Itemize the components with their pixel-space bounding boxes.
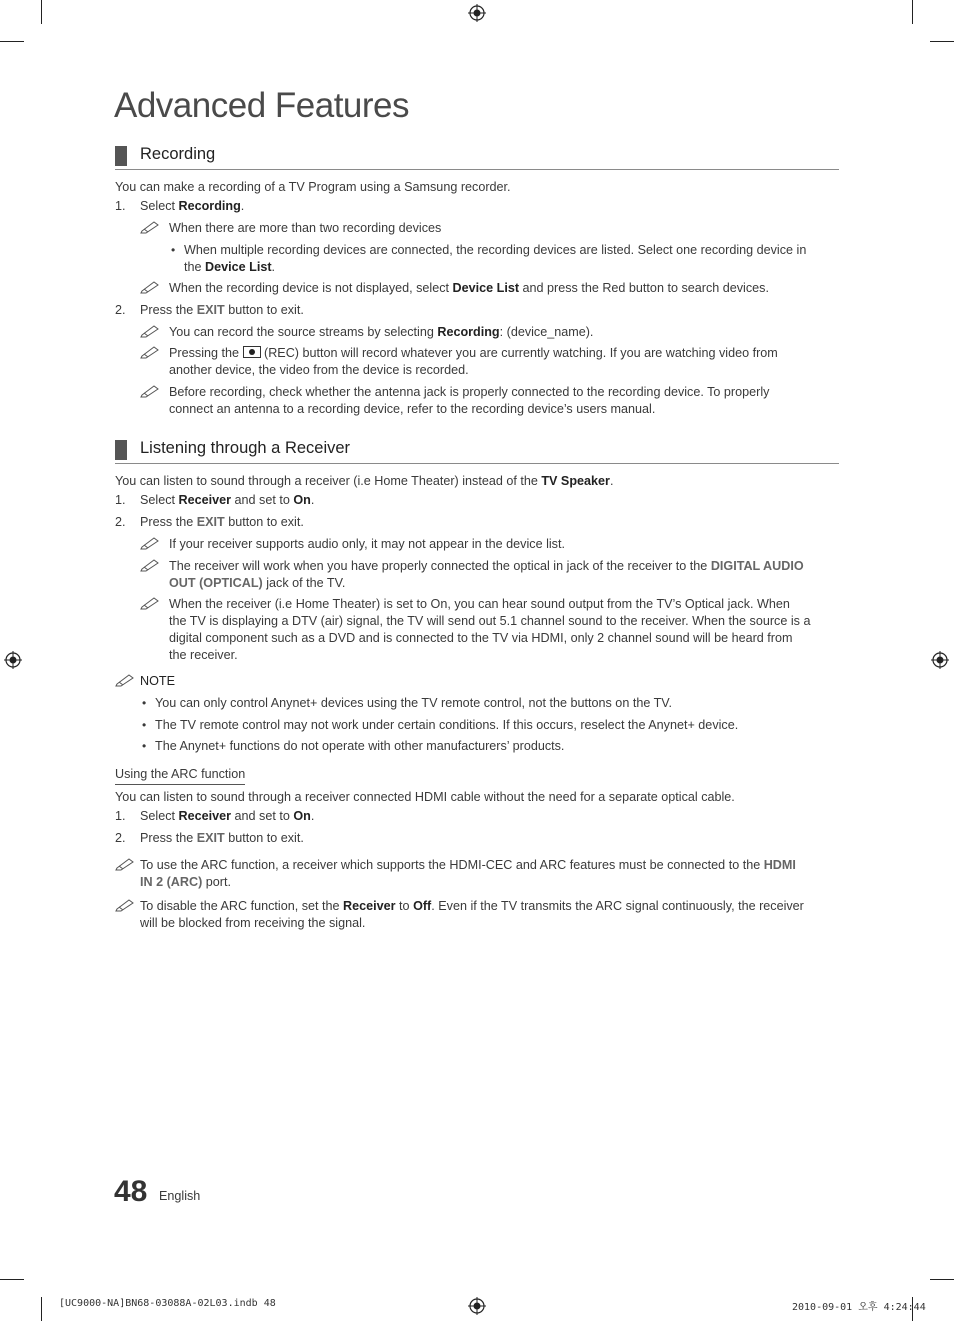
- arc-subheading: Using the ARC function: [115, 766, 245, 785]
- step-number: 1.: [115, 199, 126, 213]
- recording-step-1: Select Recording.: [140, 199, 245, 213]
- bullet-dot: •: [142, 739, 147, 753]
- step-number: 1.: [115, 493, 126, 507]
- page-number: 48: [114, 1175, 148, 1208]
- crop-mark: [41, 0, 42, 24]
- receiver-step-2: Press the EXIT button to exit.: [140, 515, 304, 529]
- note-pencil-icon: [140, 280, 160, 294]
- bullet-dot: •: [142, 718, 147, 732]
- crop-mark: [930, 41, 954, 42]
- receiver-note-2: The receiver will work when you have properly connected the optical in jack of the receiver to the DIGITAL AUDIO OUT (OPTICAL) jack of the TV.: [169, 559, 804, 590]
- note-item: The Anynet+ functions do not operate with other manufacturers’ products.: [155, 739, 565, 753]
- receiver-intro: You can listen to sound through a receiver (i.e Home Theater) instead of the TV Speaker.: [115, 474, 614, 488]
- arc-intro: You can listen to sound through a receiver connected HDMI cable without the need for a separate optical cable.: [115, 790, 735, 804]
- crop-mark: [0, 1279, 24, 1280]
- recording-step-2: Press the EXIT button to exit.: [140, 303, 304, 317]
- registration-mark-icon: [468, 4, 486, 22]
- receiver-note-1: If your receiver supports audio only, it may not appear in the device list.: [169, 537, 565, 551]
- crop-mark: [0, 41, 24, 42]
- bullet-dot: •: [171, 243, 176, 257]
- recording-note-2: When the recording device is not displayed, select Device List and press the Red button to search devices.: [169, 281, 769, 295]
- registration-mark-icon: [931, 651, 949, 669]
- recording-note-1: When there are more than two recording devices: [169, 221, 442, 235]
- step-number: 2.: [115, 831, 126, 845]
- recording-bullet-1: When multiple recording devices are connected, the recording devices are listed. Select one recording device in the Device List.: [184, 243, 807, 274]
- step-number: 2.: [115, 303, 126, 317]
- note-item: You can only control Anynet+ devices using the TV remote control, not the buttons on the TV.: [155, 696, 673, 710]
- receiver-note-3: When the receiver (i.e Home Theater) is set to On, you can hear sound output from the TV’s Optical jack. When the TV is displaying a DTV (air) signal, the TV will send out 5.1 channel sound to the receiver. When the source is a digital component such as a DVD and is connected to the TV via HDMI, only 2 channel sound will be heard from the receiver.: [169, 597, 811, 662]
- note-item: The TV remote control may not work under certain conditions. If this occurs, reselect the Anynet+ device.: [155, 718, 739, 732]
- footer-file-info: [UC9000-NA]BN68-03088A-02L03.indb 48: [59, 1298, 276, 1309]
- note-pencil-icon: [140, 558, 160, 572]
- note-pencil-icon: [140, 345, 160, 359]
- crop-mark: [912, 0, 913, 24]
- note-pencil-icon: [115, 673, 135, 687]
- arc-note-1: To use the ARC function, a receiver which supports the HDMI-CEC and ARC features must be connected to the HDMI IN 2 (ARC) port.: [140, 858, 796, 889]
- recording-note-5: Before recording, check whether the antenna jack is properly connected to the recording device. To properly connect an antenna to a recording device, refer to the recording device’s users manual.: [169, 385, 770, 416]
- arc-step-1: Select Receiver and set to On.: [140, 809, 315, 823]
- arc-step-2: Press the EXIT button to exit.: [140, 831, 304, 845]
- section-header-receiver: [115, 439, 839, 464]
- recording-note-3: You can record the source streams by selecting Recording: (device_name).: [169, 325, 594, 339]
- note-pencil-icon: [140, 536, 160, 550]
- section-title: Listening through a Receiver: [140, 439, 351, 457]
- receiver-step-1: Select Receiver and set to On.: [140, 493, 315, 507]
- rec-button-icon: [243, 346, 261, 358]
- section-title: Recording: [140, 145, 216, 163]
- step-number: 1.: [115, 809, 126, 823]
- recording-intro: You can make a recording of a TV Program using a Samsung recorder.: [115, 180, 511, 194]
- note-pencil-icon: [115, 898, 135, 912]
- arc-note-2: To disable the ARC function, set the Receiver to Off. Even if the TV transmits the ARC signal continuously, the receiver will be blocked from receiving the signal.: [140, 899, 804, 930]
- bullet-dot: •: [142, 696, 147, 710]
- registration-mark-icon: [4, 651, 22, 669]
- note-pencil-icon: [140, 596, 160, 610]
- note-label: NOTE: [140, 674, 175, 688]
- footer-timestamp: 2010-09-01 오후 4:24:44: [792, 1302, 926, 1313]
- page-title: Advanced Features: [114, 86, 410, 125]
- recording-note-4: Pressing the (REC) button will record whatever you are currently watching. If you are watching video from another device, the video from the device is recorded.: [169, 346, 778, 377]
- page-language: English: [159, 1189, 201, 1203]
- section-bar: [115, 440, 127, 460]
- note-pencil-icon: [140, 220, 160, 234]
- crop-mark: [41, 1297, 42, 1321]
- note-pencil-icon: [140, 324, 160, 338]
- section-bar: [115, 146, 127, 166]
- step-number: 2.: [115, 515, 126, 529]
- section-header-recording: [115, 145, 839, 170]
- crop-mark: [930, 1279, 954, 1280]
- registration-mark-icon: [468, 1297, 486, 1315]
- note-pencil-icon: [115, 857, 135, 871]
- note-pencil-icon: [140, 384, 160, 398]
